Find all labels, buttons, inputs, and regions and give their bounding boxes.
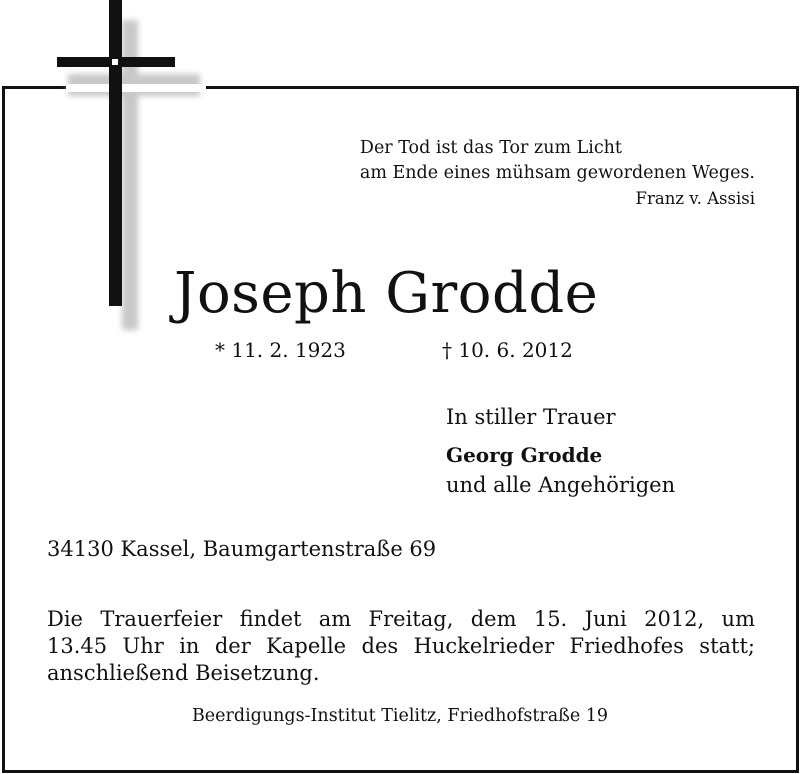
deceased-name: Joseph Grodde <box>174 261 599 326</box>
ceremony-line-3: anschließend Beisetzung. <box>47 661 320 685</box>
quote-author: Franz v. Assisi <box>635 189 755 208</box>
quote-line-1: Der Tod ist das Tor zum Licht <box>359 138 622 158</box>
mourning-block <box>446 402 675 500</box>
ceremony-line-2: 13.45 Uhr in der Kapelle des Huckelrieder Friedhofes statt; <box>47 634 755 658</box>
undertaker-info: Beerdigungs-Institut Tielitz, Friedhofstraße 19 <box>191 706 609 726</box>
mourning-intro: In stiller Trauer <box>446 405 616 429</box>
death-date: † 10. 6. 2012 <box>442 338 573 362</box>
ceremony-line-1: Die Trauerfeier findet am Freitag, dem 15. Juni 2012, um <box>47 607 755 631</box>
address: 34130 Kassel, Baumgartenstraße 69 <box>47 537 437 561</box>
quote-line-2: am Ende eines mühsam gewordenen Weges. <box>359 163 755 183</box>
mourning-others: und alle Angehörigen <box>446 473 676 497</box>
ceremony-info <box>47 606 755 687</box>
birth-date: * 11. 2. 1923 <box>215 338 346 362</box>
quote-block <box>360 136 755 211</box>
mourner-name: Georg Grodde <box>446 443 603 467</box>
